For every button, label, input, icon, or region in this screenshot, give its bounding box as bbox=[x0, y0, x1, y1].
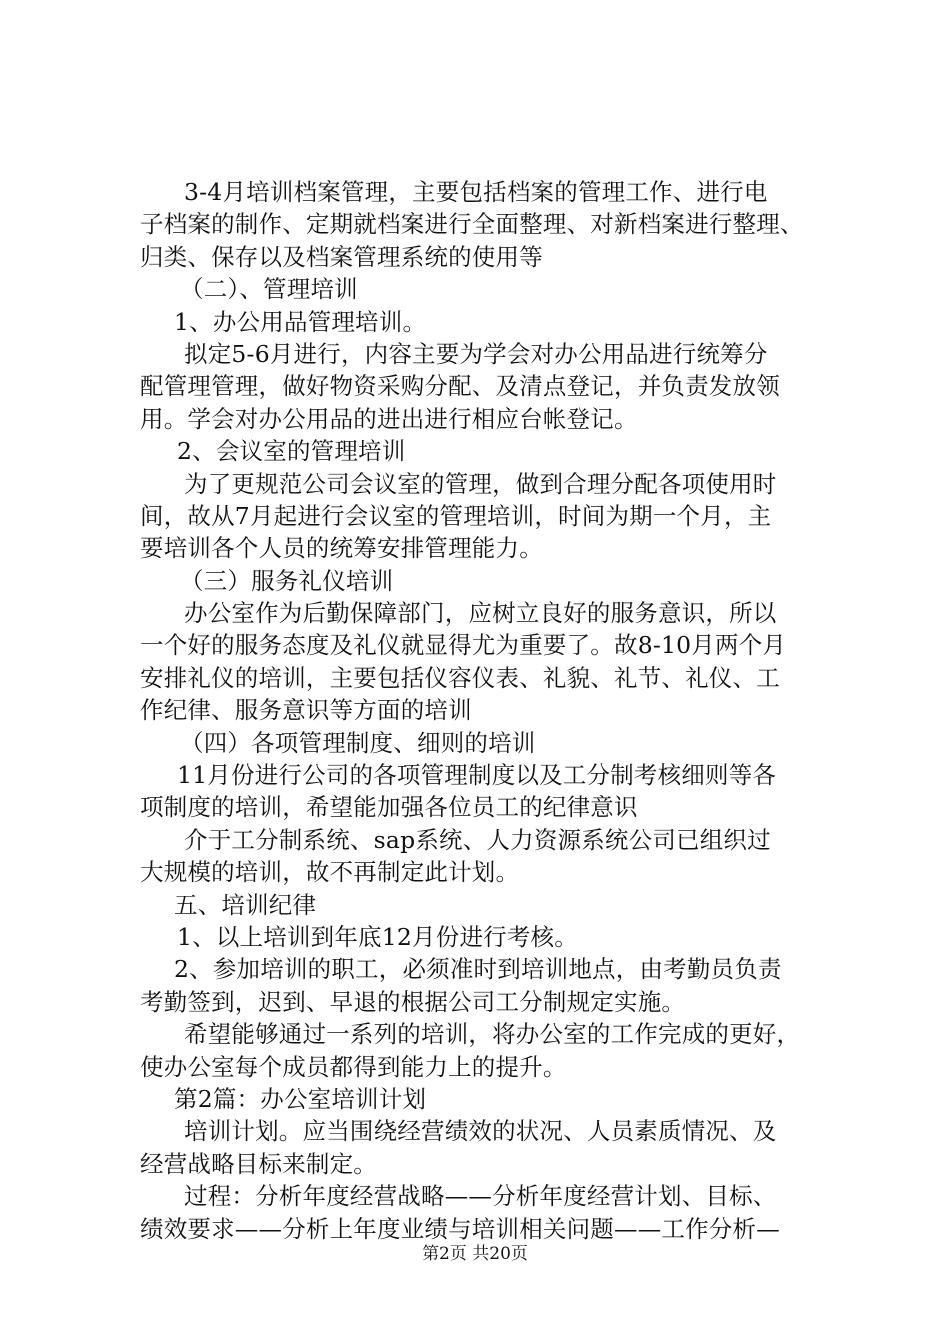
paragraph-line: 介于工分制系统、sap系统、人力资源系统公司已组织过 bbox=[184, 825, 771, 854]
paragraph-line: 11月份进行公司的各项管理制度以及工分制考核细则等各 bbox=[177, 761, 777, 790]
paragraph-line: 配管理管理，做好物资采购分配、及清点登记，并负责发放领 bbox=[140, 372, 780, 401]
paragraph-line: 希望能够通过一系列的培训，将办公室的工作完成的更好， bbox=[184, 1020, 801, 1049]
paragraph-line: 办公室作为后勤保障部门，应树立良好的服务意识，所以 bbox=[184, 599, 777, 628]
paragraph-line: 培训计划。应当围绕经营绩效的状况、人员素质情况、及 bbox=[184, 1117, 777, 1146]
paragraph-line: 拟定5-6月进行，内容主要为学会对办公用品进行统筹分 bbox=[184, 339, 768, 368]
paragraph-line: 考勤签到，迟到、早退的根据公司工分制规定实施。 bbox=[140, 987, 686, 1016]
paragraph-line: 子档案的制作、定期就档案进行全面整理、对新档案进行整理、 bbox=[140, 210, 804, 239]
subsection-heading: 2、会议室的管理培训 bbox=[177, 437, 406, 466]
paragraph-line: 2、参加培训的职工，必须准时到培训地点，由考勤员负责 bbox=[174, 955, 782, 984]
paragraph-line: 使办公室每个成员都得到能力上的提升。 bbox=[140, 1052, 567, 1081]
section-heading: （二）、管理培训 bbox=[180, 275, 358, 304]
paragraph-line: 要培训各个人员的统筹安排管理能力。 bbox=[140, 534, 543, 563]
paragraph-line: 间，故从7月起进行会议室的管理培训，时间为期一个月，主 bbox=[140, 501, 772, 530]
paragraph-line: 用。学会对办公用品的进出进行相应台帐登记。 bbox=[140, 404, 638, 433]
paragraph-line: 项制度的培训，希望能加强各位员工的纪律意识 bbox=[140, 793, 638, 822]
paragraph-line: 为了更规范公司会议室的管理，做到合理分配各项使用时 bbox=[184, 469, 777, 498]
paragraph-line: 作纪律、服务意识等方面的培训 bbox=[140, 696, 472, 725]
document-body bbox=[140, 176, 840, 1245]
section-heading: （三）服务礼仪培训 bbox=[180, 566, 394, 595]
paragraph-line: 绩效要求——分析上年度业绩与培训相关问题——工作分析— bbox=[140, 1214, 780, 1243]
paragraph-line: 1、以上培训到年底12月份进行考核。 bbox=[177, 922, 578, 951]
chapter-heading: 第2篇：办公室培训计划 bbox=[174, 1084, 427, 1113]
paragraph-line: 过程：分析年度经营战略——分析年度经营计划、目标、 bbox=[184, 1182, 777, 1211]
section-heading: 五、培训纪律 bbox=[174, 890, 317, 919]
paragraph-line: 大规模的培训，故不再制定此计划。 bbox=[140, 858, 520, 887]
page-footer: 第2页 共20页 bbox=[422, 1244, 528, 1264]
subsection-heading: 1、办公用品管理培训。 bbox=[174, 307, 427, 336]
paragraph-line: 安排礼仪的培训，主要包括仪容仪表、礼貌、礼节、礼仪、工 bbox=[140, 663, 780, 692]
paragraph-line: 一个好的服务态度及礼仪就显得尤为重要了。故8-10月两个月 bbox=[140, 631, 787, 660]
section-heading: （四）各项管理制度、细则的培训 bbox=[180, 728, 536, 757]
paragraph-line: 3-4月培训档案管理，主要包括档案的管理工作、进行电 bbox=[184, 178, 768, 206]
paragraph-line: 归类、保存以及档案管理系统的使用等 bbox=[140, 242, 543, 271]
paragraph-line: 经营战略目标来制定。 bbox=[140, 1149, 377, 1178]
